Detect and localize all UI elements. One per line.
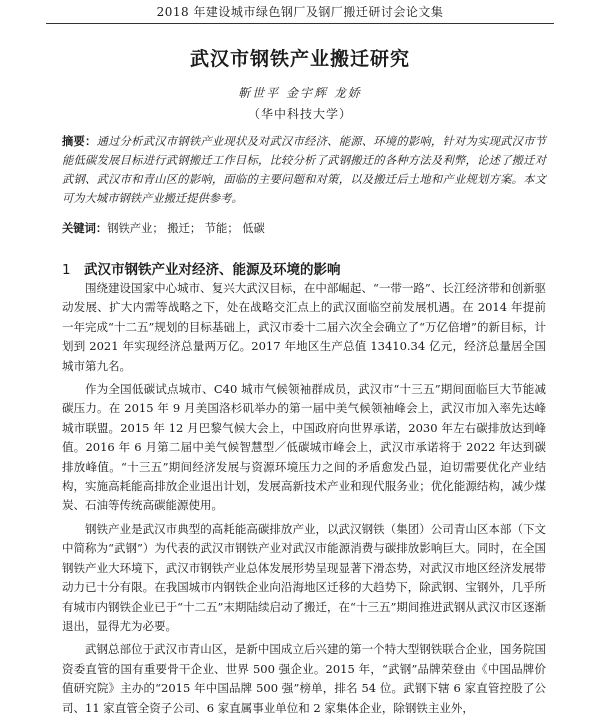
section-heading [62, 258, 341, 278]
abstract [62, 132, 546, 208]
abstract-label: 摘要： [62, 135, 97, 148]
keywords [62, 219, 546, 238]
body-paragraph: 作为全国低碳试点城市、C40 城市气候领袖群成员，武汉市“十三五”期间面临巨大节能减碳压力。在 2015 年 9 月美国洛杉矶举办的第一届中美气候领袖峰会上，武汉市加入率先达峰城市联盟。2015 年 12 月巴黎气候大会上，中国政府向世界承诺，2030 年左右碳排放达到峰值。2016 年 6 月第二届中美气候智慧型／低碳城市峰会上，武汉市承诺将于 2022 年达到碳排放峰值。“十三五”期间经济发展与资源环境压力之间的矛盾愈发凸显，迫切需要优化产业结构，实施高耗能高排放企业退出计划，发展高新技术产业和现代服务业；优化能源结构，减少煤炭、石油等传统高碳能源使用。 [62, 382, 546, 513]
body-paragraph: 武钢总部位于武汉市青山区，是新中国成立后兴建的第一个特大型钢铁联合企业，国务院国资委直管的国有重要骨干企业、世界 500 强企业。2015 年，“武钢”品牌荣登由《中国品牌价值研究院》主办的“2015 年中国品牌 500 强”榜单，排名 54 位。武钢下辖 6 家直管控股了公司、11 家直管全资子公司、6 家直属事业单位和 2 家集体企业，除钢铁主业外， [62, 642, 546, 715]
section-title: 武汉市钢铁产业对经济、能源及环境的影响 [84, 262, 341, 278]
paper-affiliation: （华中科技大学） [247, 107, 352, 121]
paper-authors: 靳世平 金宇辉 龙娇 [238, 86, 362, 100]
body-paragraph: 钢铁产业是武汉市典型的高耗能高碳排放产业，以武汉钢铁（集团）公司青山区本部（下文中简称为“武钢”）为代表的武汉市钢铁产业对武汉市能源消费与碳排放影响巨大。同时，在全国钢铁产业大环境下，武汉市钢铁产业总体发展形势呈现显著下滑态势，对武汉市地区经济发展带动力已十分有限。在我国城市内钢铁企业向沿海地区迁移的大趋势下，除武钢、宝钢外，几乎所有城市内钢铁企业已于“十二五”末期陆续启动了搬迁，在“十三五”期间推进武钢从武汉市区逐渐退出，显得尤为必要。 [62, 521, 546, 633]
section-body [62, 279, 546, 722]
keywords-text: 钢铁产业； 搬迁； 节能； 低碳 [107, 222, 265, 235]
abstract-text: 通过分析武汉市钢铁产业现状及对武汉市经济、能源、环境的影响，针对为实现武汉市节能低碳发展目标进行武钢搬迁工作目标，比较分析了武钢搬迁的各种方法及利弊，论述了搬迁对武钢、武汉市和青山区的影响，面临的主要问题和对策，以及搬迁后土地和产业规划方案。本文可为大城市钢铁产业搬迁提供参考。 [62, 135, 546, 205]
running-header: 2018 年建设城市绿色钢厂及钢厂搬迁研讨会论文集 [46, 3, 554, 24]
keywords-label: 关键词： [62, 222, 108, 235]
body-paragraph: 围绕建设国家中心城市、复兴大武汉目标，在中部崛起、“一带一路”、长江经济带和创新驱动发展、扩大内需等战略之下，处在战略交汇点上的武汉面临空前发展机遇。在 2014 年提前一年完成“十二五”规划的目标基础上，武汉市委十二届六次全会确立了“万亿倍增”的新目标，计划到 2021 年实现经济总量两万亿。2017 年地区生产总值 13410.34 亿元，经济总量居全国城市第九名。 [62, 281, 546, 373]
section-number: 1 [62, 262, 71, 278]
paper-title: 武汉市钢铁产业搬迁研究 [189, 48, 410, 70]
